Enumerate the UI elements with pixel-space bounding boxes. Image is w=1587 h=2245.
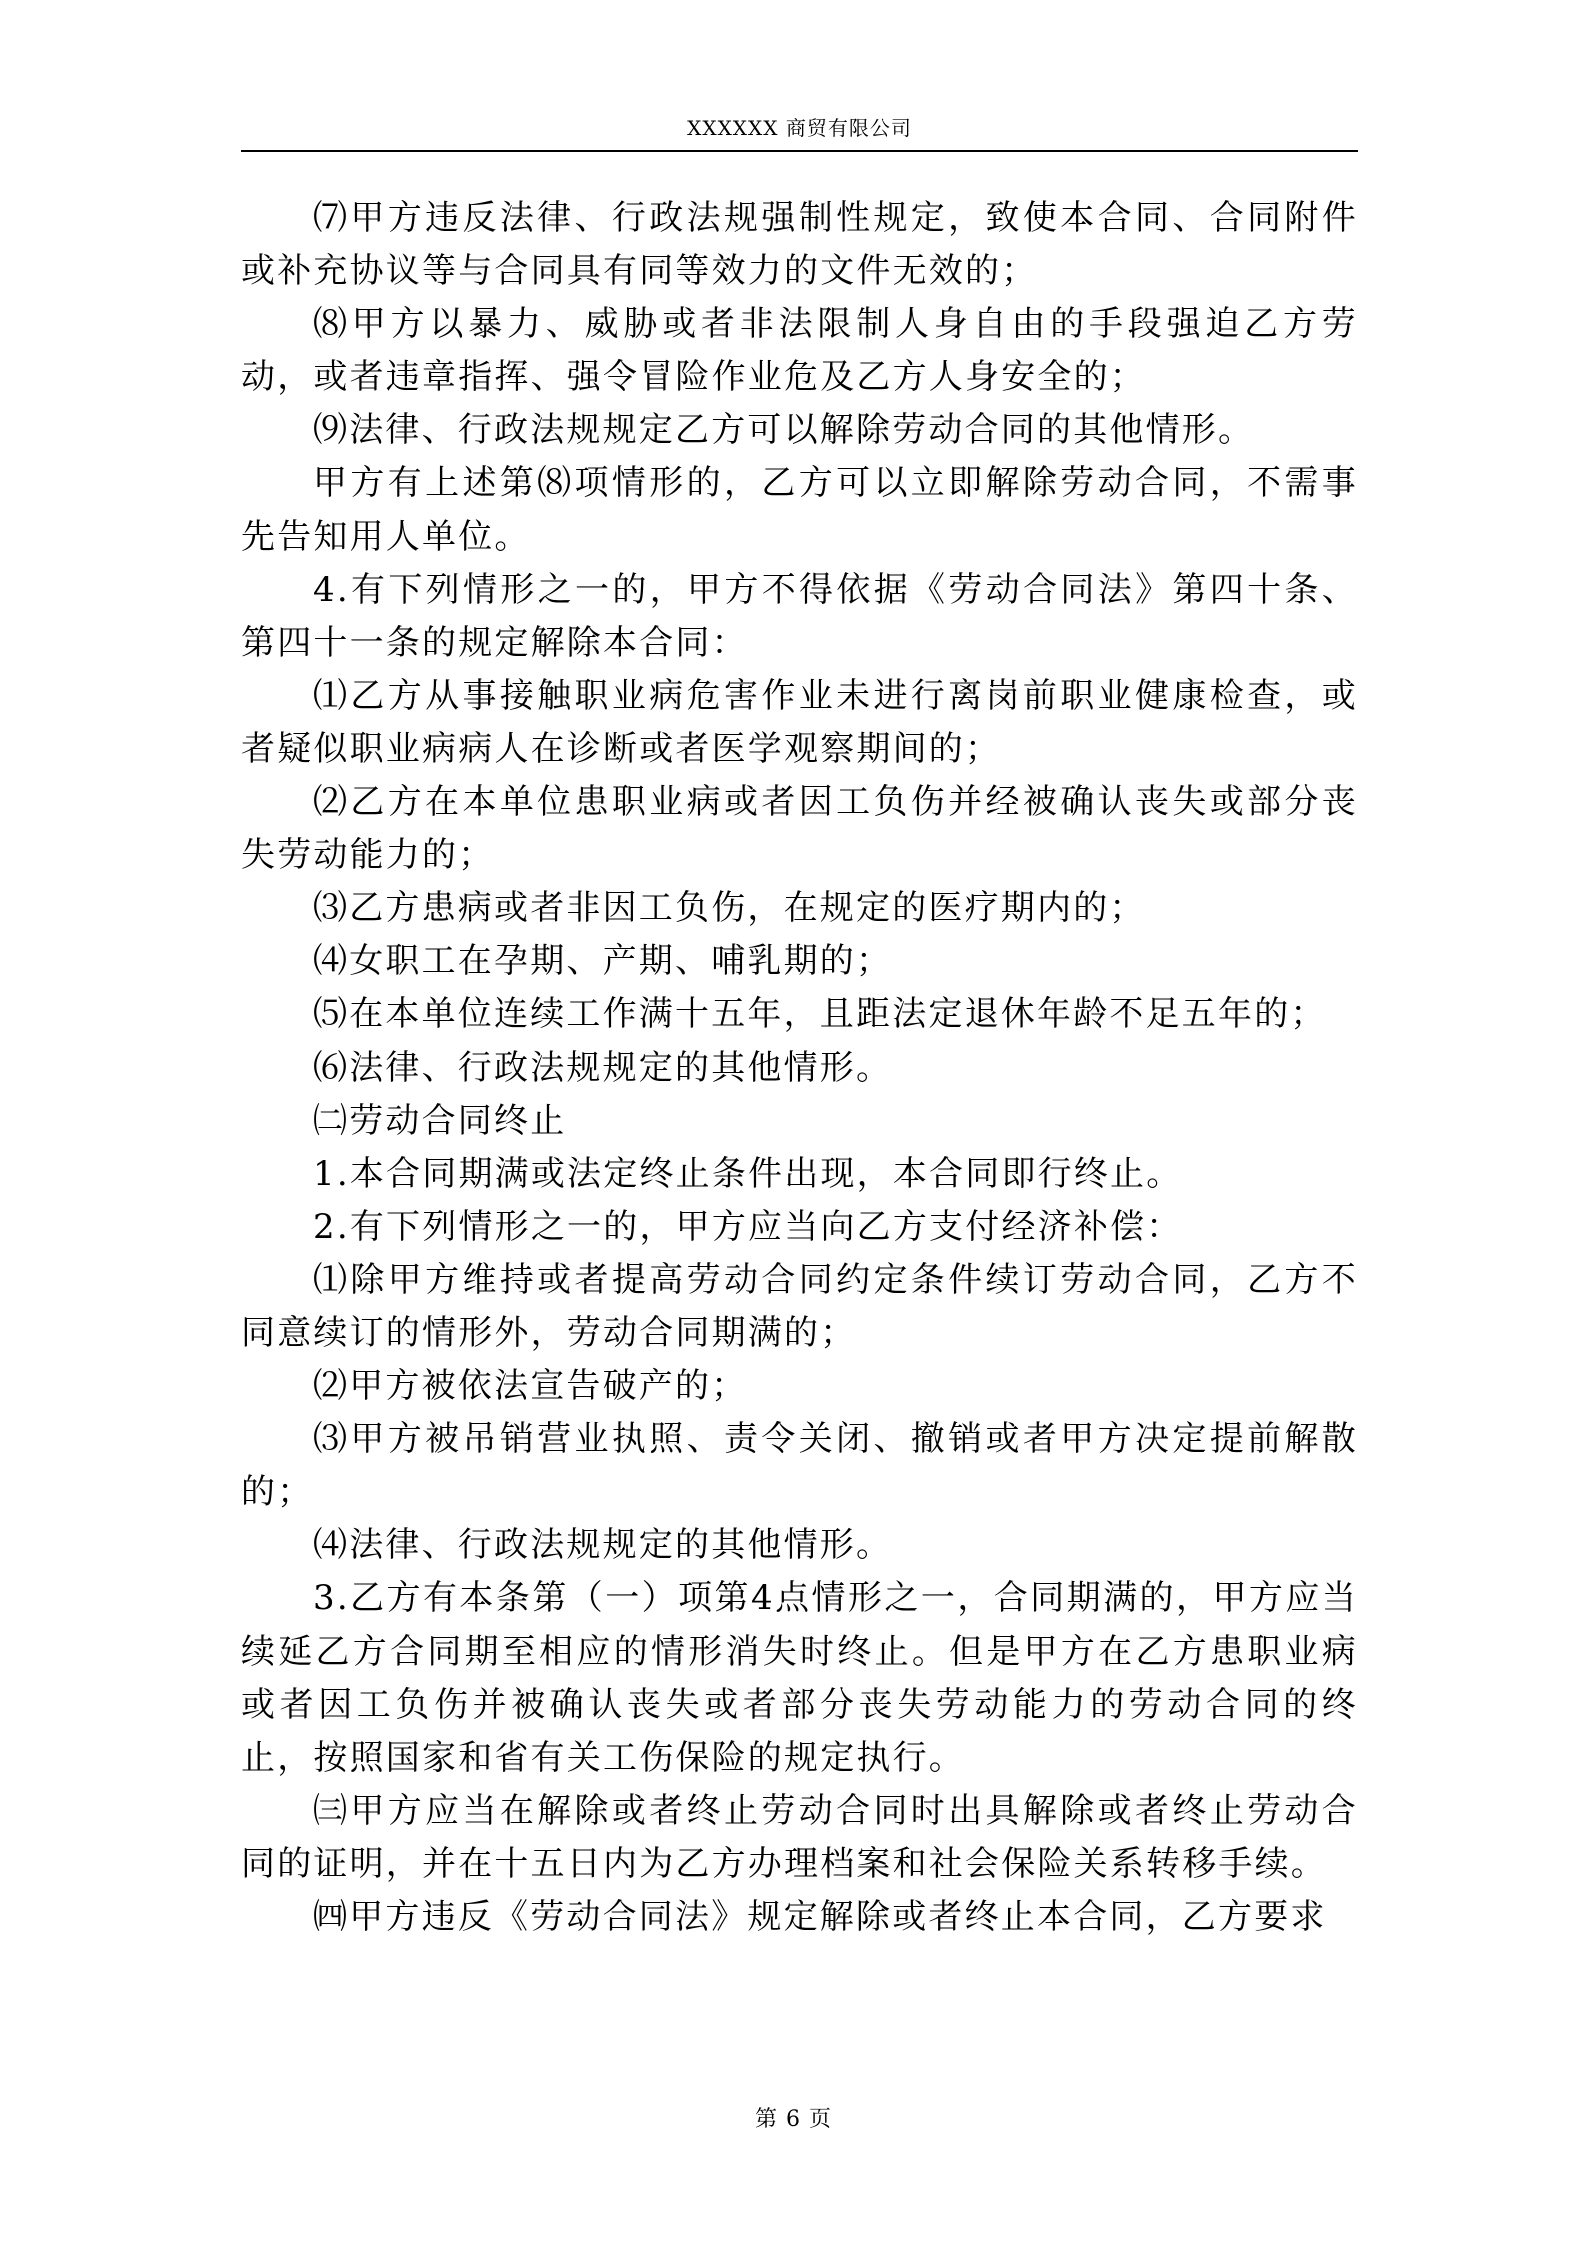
paragraph-legal-other: ⑷法律、行政法规规定的其他情形。: [313, 1525, 893, 1566]
paragraph-fifteen-years: ⑸在本单位连续工作满十五年，且距法定退休年龄不足五年的；: [313, 994, 1327, 1035]
paragraph-renewal: ⑴除甲方维持或者提高劳动合同约定条件续订劳动合同，乙方不同意续订的情形外，劳动合同期满的；: [241, 1259, 1358, 1353]
paragraph-item-3-extension: 3.乙方有本条第（一）项第4点情形之一，合同期满的，甲方应当续延乙方合同期至相应的情形消失时终止。但是甲方在乙方患职业病或者因工负伤并被确认丧失或者部分丧失劳动能力的劳动合同的终止，按照国家和省有关工伤保险的规定执行。: [241, 1578, 1358, 1778]
section-heading-termination: ㈡劳动合同终止: [313, 1100, 567, 1141]
paragraph-certificate: ㈢甲方应当在解除或者终止劳动合同时出具解除或者终止劳动合同的证明，并在十五日内为乙方办理档案和社会保险关系转移手续。: [241, 1790, 1358, 1884]
paragraph-occupational-disease: ⑵乙方在本单位患职业病或者因工负伤并经被确认丧失或部分丧失劳动能力的；: [241, 782, 1358, 876]
paragraph-female-worker: ⑷女职工在孕期、产期、哺乳期的；: [313, 941, 893, 982]
paragraph-other-cases: ⑹法律、行政法规规定的其他情形。: [313, 1047, 893, 1088]
paragraph-license-revoked: ⑶甲方被吊销营业执照、责令关闭、撤销或者甲方决定提前解散的；: [241, 1419, 1358, 1513]
page-header: XXXXXX 商贸有限公司: [241, 112, 1358, 152]
paragraph-clause-8: ⑻甲方以暴力、威胁或者非法限制人身自由的手段强迫乙方劳动，或者违章指挥、强令冒险作业危及乙方人身安全的；: [241, 304, 1358, 398]
paragraph-bankruptcy: ⑵甲方被依法宣告破产的；: [313, 1366, 748, 1407]
paragraph-item-4: 4.有下列情形之一的，甲方不得依据《劳动合同法》第四十条、第四十一条的规定解除本合同：: [241, 569, 1358, 663]
paragraph-clause-7: ⑺甲方违反法律、行政法规强制性规定，致使本合同、合同附件或补充协议等与合同具有同等效力的文件无效的；: [241, 198, 1358, 292]
paragraph-immediate-termination: 甲方有上述第⑻项情形的，乙方可以立即解除劳动合同，不需事先告知用人单位。: [241, 463, 1358, 557]
paragraph-expiry: 1.本合同期满或法定终止条件出现，本合同即行终止。: [313, 1153, 1183, 1194]
paragraph-compensation: 2.有下列情形之一的，甲方应当向乙方支付经济补偿：: [313, 1206, 1183, 1247]
page-number: 第 6 页: [755, 2107, 832, 2132]
paragraph-violation: ㈣甲方违反《劳动合同法》规定解除或者终止本合同，乙方要求: [313, 1897, 1327, 1937]
paragraph-occupational-check: ⑴乙方从事接触职业病危害作业未进行离岗前职业健康检查，或者疑似职业病病人在诊断或者医学观察期间的；: [241, 675, 1358, 769]
paragraph-clause-9: ⑼法律、行政法规规定乙方可以解除劳动合同的其他情形。: [313, 410, 1255, 451]
contract-body: [241, 192, 1358, 1944]
paragraph-medical-period: ⑶乙方患病或者非因工负伤，在规定的医疗期内的；: [313, 888, 1146, 929]
